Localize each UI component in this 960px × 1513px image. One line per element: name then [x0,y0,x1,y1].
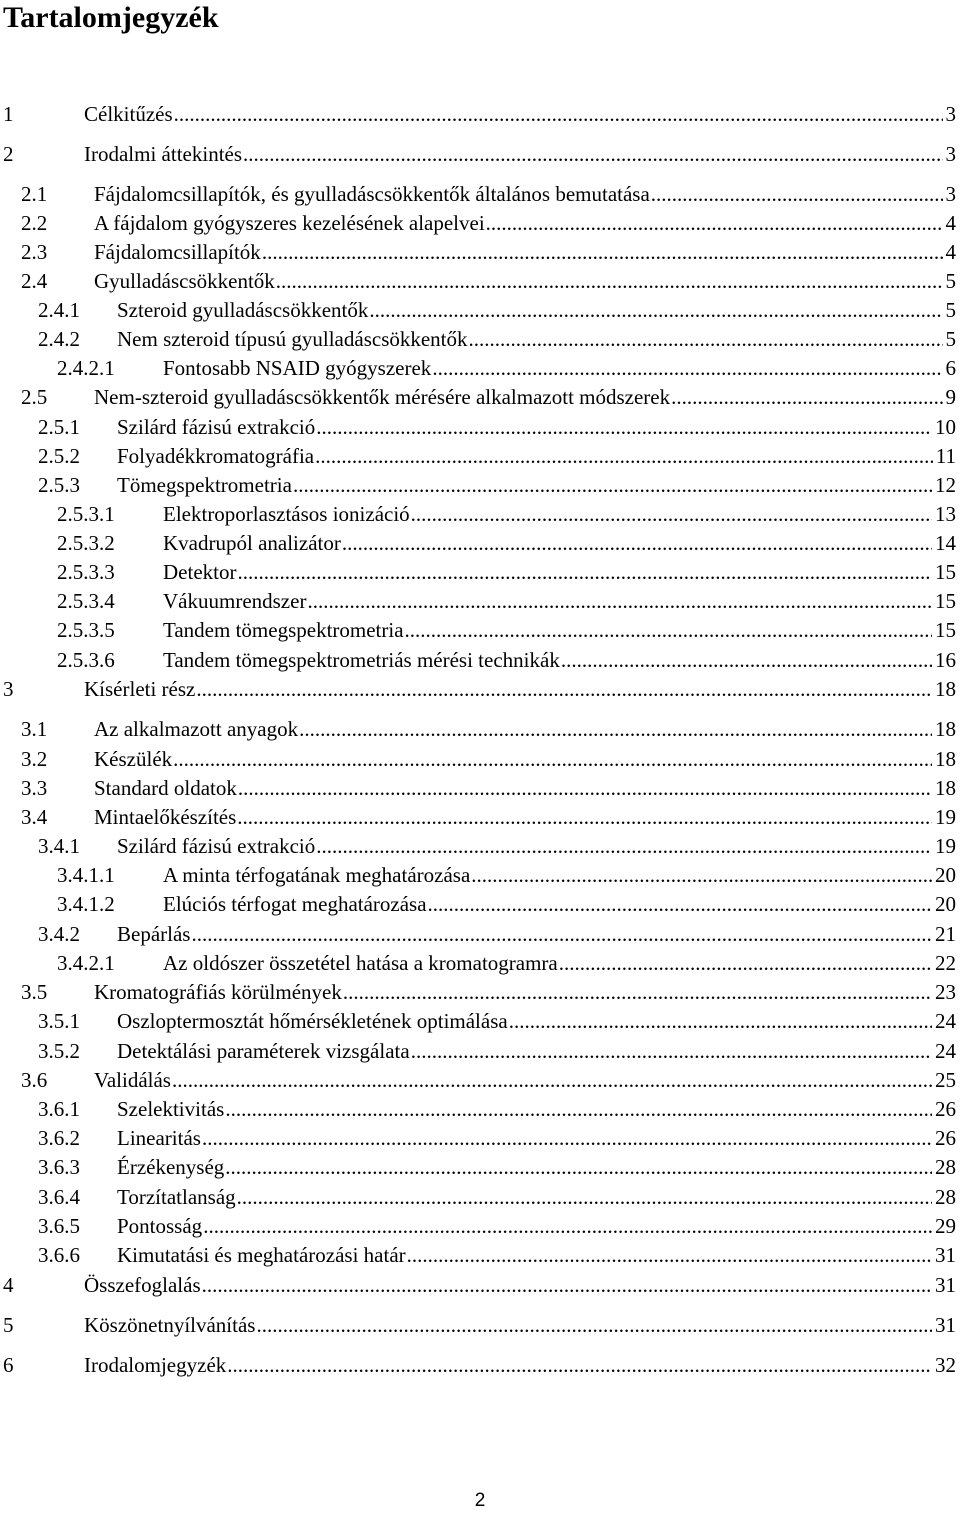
toc-entry[interactable] [0,1312,956,1338]
toc-entry-number: 3.5.1 [38,1009,80,1033]
toc-entry-title: Kimutatási és meghatározási határ [117,1243,406,1267]
toc-entry[interactable] [0,141,956,167]
toc-entry-title: Vákuumrendszer [163,589,307,613]
toc-entry-page: 11 [935,444,956,468]
toc-entry-title: Szteroid gyulladáscsökkentők [117,298,369,322]
dot-leader [237,1184,932,1210]
toc-entry-page: 31 [935,1243,956,1267]
toc-entry[interactable] [0,1242,956,1268]
toc-entry[interactable] [0,979,956,1005]
dot-leader [299,716,932,742]
toc-entry[interactable] [0,1213,956,1239]
dot-leader [411,1038,932,1064]
dot-leader [237,559,932,585]
dot-leader [238,775,932,801]
dot-leader [651,181,943,207]
toc-entry-number: 2 [3,142,14,166]
toc-entry-title: Tandem tömegspektrometriás mérési technikák [163,648,560,672]
dot-leader [225,1154,932,1180]
toc-entry-title: Érzékenység [117,1155,225,1179]
toc-entry-number: 2.5.1 [38,415,80,439]
toc-entry-number: 3.6.4 [38,1185,80,1209]
toc-entry-page: 4 [945,240,956,264]
toc-entry-number: 3.4 [21,805,48,829]
toc-entry-number: 2.3 [21,240,48,264]
dot-leader [561,647,932,673]
toc-entry-page: 22 [935,951,956,975]
toc-entry-number: 3.5.2 [38,1039,80,1063]
toc-entry-number: 3.1 [21,717,48,741]
toc-entry-number: 3.4.2.1 [57,951,115,975]
toc-entry[interactable] [0,101,956,127]
toc-entry-number: 2.2 [21,211,48,235]
toc-entry-number: 3.6.3 [38,1155,80,1179]
page-number: 2 [474,1490,486,1511]
toc-entry-title: Kromatográfiás körülmények [94,980,342,1004]
toc-entry-number: 4 [3,1273,14,1297]
dot-leader [307,588,932,614]
toc-entry-page: 18 [935,776,956,800]
toc-entry-title: Validálás [94,1068,171,1092]
toc-entry-page: 24 [935,1009,956,1033]
dot-leader [432,355,942,381]
toc-entry[interactable] [0,414,956,440]
toc-entry-number: 2.5.3.3 [57,560,115,584]
toc-entry-page: 23 [935,980,956,1004]
toc-entry[interactable] [0,1008,956,1034]
toc-entry-number: 5 [3,1313,14,1337]
toc-entry-title: Fájdalomcsillapítók, és gyulladáscsökkentők általános bemutatása [94,182,650,206]
toc-entry-page: 18 [935,747,956,771]
toc-entry[interactable] [0,384,956,410]
toc-entry-title: Detektálási paraméterek vizsgálata [117,1039,410,1063]
dot-leader [509,1008,932,1034]
toc-entry-number: 2.5.3.2 [57,531,115,555]
page-title: Tartalomjegyzék [3,1,219,34]
toc-entry-page: 5 [945,298,956,322]
toc-entry[interactable] [0,588,956,614]
dot-leader [203,1213,932,1239]
toc-entry-title: Köszönetnyílvánítás [84,1313,256,1337]
toc-entry-title: Szilárd fázisú extrakció [117,834,316,858]
toc-entry[interactable] [0,1154,956,1180]
toc-entry[interactable] [0,862,956,888]
toc-entry-page: 25 [935,1068,956,1092]
dot-leader [469,326,943,352]
toc-entry-page: 13 [935,502,956,526]
toc-entry-title: Kísérleti rész [84,677,196,701]
dot-leader [411,501,932,527]
dot-leader [293,472,932,498]
toc-entry-number: 3.6 [21,1068,48,1092]
dot-leader [225,1096,932,1122]
toc-entry[interactable] [0,804,956,830]
toc-entry-page: 12 [935,473,956,497]
toc-entry-page: 31 [935,1313,956,1337]
toc-entry-page: 3 [945,102,956,126]
toc-entry-title: Standard oldatok [94,776,237,800]
dot-leader [343,979,932,1005]
toc-entry-title: Szelektivitás [117,1097,225,1121]
toc-entry[interactable] [0,1272,956,1298]
toc-entry[interactable] [0,181,956,207]
toc-entry[interactable] [0,530,956,556]
toc-entry-page: 18 [935,717,956,741]
dot-leader [671,384,942,410]
toc-entry-page: 24 [935,1039,956,1063]
dot-leader [559,950,932,976]
toc-entry-title: Az alkalmazott anyagok [94,717,299,741]
toc-entry-page: 26 [935,1126,956,1150]
toc-entry-page: 20 [935,863,956,887]
toc-entry-title: Kvadrupól analizátor [163,531,341,555]
toc-entry-page: 6 [945,356,956,380]
toc-entry-title: Fájdalomcsillapítók [94,240,261,264]
dot-leader [243,141,942,167]
dot-leader [276,268,943,294]
toc-entry-number: 3.6.1 [38,1097,80,1121]
toc-entry[interactable] [0,355,956,381]
toc-entry-title: Gyulladáscsökkentők [94,269,275,293]
toc-entry-number: 3.6.2 [38,1126,80,1150]
toc-entry-number: 1 [3,102,14,126]
toc-entry-title: Fontosabb NSAID gyógyszerek [163,356,432,380]
toc-entry-page: 10 [935,415,956,439]
toc-entry[interactable] [0,1038,956,1064]
toc-entry-title: Oszloptermosztát hőmérsékletének optimálása [117,1009,508,1033]
toc-entry-number: 3.4.1 [38,834,80,858]
toc-entry-number: 3.3 [21,776,48,800]
toc-entry-page: 15 [935,560,956,584]
toc-entry[interactable] [0,210,956,236]
toc-entry-page: 31 [935,1273,956,1297]
dot-leader [191,921,932,947]
toc-entry-page: 3 [945,142,956,166]
toc-entry[interactable] [0,443,956,469]
toc-entry[interactable] [0,833,956,859]
toc-entry[interactable] [0,647,956,673]
toc-entry[interactable] [0,239,956,265]
dot-leader [196,676,932,702]
toc-entry-title: Pontosság [117,1214,203,1238]
dot-leader [227,1352,932,1378]
toc-entry-page: 19 [935,805,956,829]
toc-entry[interactable] [0,501,956,527]
dot-leader [202,1272,932,1298]
toc-entry-number: 2.5.3.4 [57,589,115,613]
toc-entry[interactable] [0,268,956,294]
toc-entry-page: 20 [935,892,956,916]
dot-leader [471,862,932,888]
toc-entry-page: 9 [945,385,956,409]
toc-entry-title: Elúciós térfogat meghatározása [163,892,427,916]
toc-entry-number: 2.5.3.5 [57,618,115,642]
toc-entry-title: Elektroporlasztásos ionizáció [163,502,410,526]
toc-entry[interactable] [0,617,956,643]
toc-entry-title: Torzítatlanság [117,1185,236,1209]
toc-entry-number: 2.4 [21,269,48,293]
toc-entry-number: 3.2 [21,747,48,771]
dot-leader [405,617,932,643]
toc-entry-number: 2.5 [21,385,48,409]
toc-entry-page: 15 [935,618,956,642]
dot-leader [173,746,932,772]
toc-entry[interactable] [0,559,956,585]
dot-leader [174,101,943,127]
toc-entry[interactable] [0,891,956,917]
toc-entry-number: 3.5 [21,980,48,1004]
toc-entry-number: 2.4.2 [38,327,80,351]
dot-leader [256,1312,932,1338]
toc-entry-number: 2.5.3.1 [57,502,115,526]
toc-entry-page: 16 [935,648,956,672]
toc-entry-number: 3.4.1.2 [57,892,115,916]
dot-leader [172,1067,932,1093]
toc-entry-page: 3 [945,182,956,206]
toc-entry-page: 15 [935,589,956,613]
toc-entry[interactable] [0,297,956,323]
toc-entry-page: 26 [935,1097,956,1121]
toc-entry-title: Tandem tömegspektrometria [163,618,404,642]
toc-entry[interactable] [0,1352,956,1378]
toc-entry[interactable] [0,775,956,801]
toc-entry[interactable] [0,950,956,976]
toc-entry-page: 4 [945,211,956,235]
toc-entry-page: 18 [935,677,956,701]
toc-entry[interactable] [0,1184,956,1210]
toc-entry-title: Bepárlás [117,922,191,946]
toc-entry-title: A fájdalom gyógyszeres kezelésének alapelvei [94,211,485,235]
toc-entry-title: Tömegspektrometria [117,473,292,497]
toc-entry[interactable] [0,921,956,947]
dot-leader [315,443,933,469]
toc-entry-number: 2.5.2 [38,444,80,468]
dot-leader [407,1242,932,1268]
toc-entry-page: 5 [945,269,956,293]
toc-entry-number: 2.5.3 [38,473,80,497]
toc-entry-page: 19 [935,834,956,858]
dot-leader [316,833,932,859]
toc-entry[interactable] [0,326,956,352]
dot-leader [428,891,932,917]
toc-entry-title: Az oldószer összetétel hatása a kromatogramra [163,951,558,975]
dot-leader [262,239,943,265]
dot-leader [369,297,942,323]
toc-entry-title: Szilárd fázisú extrakció [117,415,316,439]
toc-entry[interactable] [0,472,956,498]
dot-leader [316,414,932,440]
toc-entry-title: Folyadékkromatográfia [117,444,315,468]
toc-entry-number: 3.6.6 [38,1243,80,1267]
toc-entry[interactable] [0,716,956,742]
toc-entry-page: 32 [935,1353,956,1377]
dot-leader [202,1125,932,1151]
toc-entry-title: Mintaelőkészítés [94,805,237,829]
toc-entry-number: 2.1 [21,182,48,206]
toc-entry[interactable] [0,746,956,772]
toc-entry-number: 2.4.2.1 [57,356,115,380]
toc-entry-title: Összefoglalás [84,1273,201,1297]
toc-entry-number: 3 [3,677,14,701]
toc-entry-title: Irodalomjegyzék [84,1353,227,1377]
toc-entry[interactable] [0,1096,956,1122]
toc-entry-title: Detektor [163,560,237,584]
toc-entry-title: Irodalmi áttekintés [84,142,243,166]
toc-entry-title: A minta térfogatának meghatározása [163,863,471,887]
toc-entry-title: Célkitűzés [84,102,173,126]
toc-entry-page: 14 [935,531,956,555]
toc-entry-title: Készülék [94,747,173,771]
toc-entry-number: 2.5.3.6 [57,648,115,672]
toc-entry-number: 3.6.5 [38,1214,80,1238]
toc-entry-page: 28 [935,1155,956,1179]
dot-leader [342,530,932,556]
toc-entry-page: 28 [935,1185,956,1209]
dot-leader [486,210,943,236]
toc-entry-number: 6 [3,1353,14,1377]
toc-entry-title: Nem szteroid típusú gyulladáscsökkentők [117,327,468,351]
dot-leader [237,804,932,830]
toc-entry-page: 21 [935,922,956,946]
toc-entry-number: 3.4.1.1 [57,863,115,887]
toc-entry-title: Nem-szteroid gyulladáscsökkentők mérésére alkalmazott módszerek [94,385,671,409]
toc-entry[interactable] [0,676,956,702]
toc-entry-page: 29 [935,1214,956,1238]
toc-entry-title: Linearitás [117,1126,201,1150]
toc-entry[interactable] [0,1125,956,1151]
toc-entry-number: 2.4.1 [38,298,80,322]
toc-entry[interactable] [0,1067,956,1093]
toc-entry-number: 3.4.2 [38,922,80,946]
toc-entry-page: 5 [945,327,956,351]
